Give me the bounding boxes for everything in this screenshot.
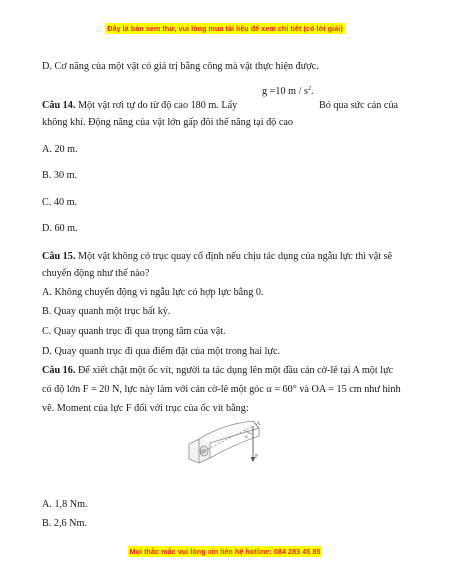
angle-label: α bbox=[245, 435, 248, 440]
point-o-label: O bbox=[200, 451, 204, 456]
q15-text-1: Một vật không có trục quay cố định nếu chịu tác dụng của ngẫu lực thì vật sẽ bbox=[77, 251, 393, 262]
q16-line2: có độ lớn F = 20 N, lực này làm với cán cờ-lê một góc α = 60° và OA = 15 cm như hình bbox=[42, 384, 401, 395]
hotline-banner bbox=[0, 547, 450, 556]
gravity-formula-end: . bbox=[310, 86, 314, 97]
q16-line1 bbox=[42, 365, 393, 377]
prev-option-d: D. Cơ năng của một vật có giá trị bằng công mà vật thực hiện được. bbox=[42, 61, 319, 72]
wrench-handle-top bbox=[199, 421, 259, 443]
force-label: F bbox=[255, 454, 259, 460]
q15-line1 bbox=[42, 251, 392, 263]
q15-option-b: B. Quay quanh một trục bất kỳ. bbox=[42, 306, 171, 317]
q15-option-a: A. Không chuyển động vì ngẫu lực có hợp lực bằng 0. bbox=[42, 287, 264, 298]
q14-line1 bbox=[42, 100, 237, 112]
q14-text-a: Một vật rơi tự do từ độ cao 180 m. Lấy bbox=[77, 100, 238, 111]
q14-line2: không khí. Động năng của vật lớn gấp đôi thế năng tại độ cao bbox=[42, 117, 293, 128]
q16-label: Câu 16. bbox=[42, 365, 76, 376]
q15-label: Câu 15. bbox=[42, 251, 76, 262]
q14-option-c: C. 40 m. bbox=[42, 197, 78, 208]
q14-option-b: B. 30 m. bbox=[42, 170, 78, 181]
q16-line3: vẽ. Moment của lực F đối với trục của ốc vít bằng: bbox=[42, 403, 249, 414]
q16-option-b: B. 2,6 Nm. bbox=[42, 518, 87, 529]
q15-option-c: C. Quay quanh trục đi qua trọng tâm của vật. bbox=[42, 326, 226, 337]
q16-option-a: A. 1,8 Nm. bbox=[42, 499, 88, 510]
q14-option-a: A. 20 m. bbox=[42, 144, 78, 155]
gravity-formula-exponent: 2 bbox=[307, 86, 311, 92]
q14-option-d: D. 60 m. bbox=[42, 223, 78, 234]
gravity-formula-text: g =10 m / s bbox=[262, 86, 308, 97]
wrench-figure bbox=[183, 414, 273, 478]
point-a-label: A bbox=[256, 421, 261, 427]
q14-label: Câu 14. bbox=[42, 100, 76, 111]
preview-banner bbox=[0, 24, 450, 33]
gravity-formula bbox=[262, 86, 313, 97]
preview-banner-text: Đây là bản xem thử, vui lòng mua tài liệu để xem chi tiết (có lời giải) bbox=[107, 24, 343, 33]
q16-text-1: Để xiết chặt một ốc vít, người ta tác dụng lên một đầu cán cờ-lê tại A một lực bbox=[77, 365, 394, 376]
q15-line2: chuyển động như thế nào? bbox=[42, 268, 150, 279]
q14-text-b: Bỏ qua sức cản của bbox=[319, 100, 399, 111]
q15-option-d: D. Quay quanh trục đi qua điểm đặt của một trong hai lực. bbox=[42, 346, 281, 357]
hotline-banner-text: Mọi thắc mắc vui lòng xin liên hệ hotline: 084 283 45 85 bbox=[129, 547, 321, 556]
